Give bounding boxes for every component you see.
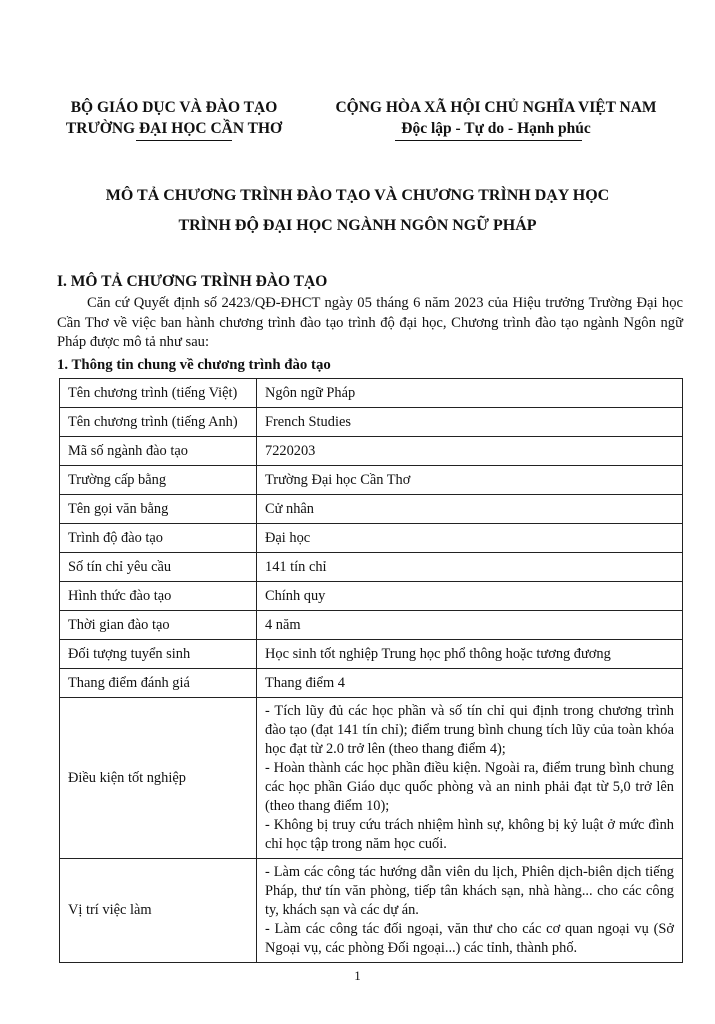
ministry-header [58,97,290,139]
table-row [60,553,683,582]
row-label: Số tín chỉ yêu cầu [60,553,257,582]
row-label: Thời gian đào tạo [60,611,257,640]
row-label: Tên chương trình (tiếng Anh) [60,408,257,437]
row-value-list [257,859,683,963]
row-value: 7220203 [257,437,683,466]
row-value: Ngôn ngữ Pháp [257,379,683,408]
list-item: - Làm các công tác đối ngoại, văn thư cho các cơ quan ngoại vụ (Sở Ngoại vụ, các phòng Đối ngoại...) các tỉnh, thành phố. [265,921,674,956]
table-row [60,582,683,611]
row-label: Trình độ đào tạo [60,524,257,553]
table-row [60,408,683,437]
row-value: 4 năm [257,611,683,640]
row-value-list [257,698,683,859]
row-label: Vị trí việc làm [60,859,257,963]
list-item: - Hoàn thành các học phần điều kiện. Ngoài ra, điểm trung bình chung các học phần Giáo dục quốc phòng và an ninh phải đạt từ 5,0 trở lên (theo thang điểm 10); [265,760,674,814]
section-heading: I. MÔ TẢ CHƯƠNG TRÌNH ĐÀO TẠO [57,273,328,290]
university-name: TRƯỜNG ĐẠI HỌC CẦN THƠ [65,120,283,137]
intro-paragraph: Căn cứ Quyết định số 2423/QĐ-ĐHCT ngày 05 tháng 6 năm 2023 của Hiệu trưởng Trường Đại học Cần Thơ về việc ban hành chương trình đào tạo trình độ đại học, Chương trình đào tạo ngành Ngôn ngữ Pháp được mô tả như sau: [57,295,683,350]
list-item: - Không bị truy cứu trách nhiệm hình sự, không bị kỷ luật ở mức đình chỉ học tập trong năm học cuối. [265,817,674,852]
table-row [60,640,683,669]
table-row-graduation [60,698,683,859]
table-row [60,611,683,640]
list-item: - Làm các công tác hướng dẫn viên du lịch, Phiên dịch-biên dịch tiếng Pháp, thư tín văn phòng, tiếp tân khách sạn, nhà hàng... cho các công ty, khách sạn và các dự án. [265,864,674,918]
ministry-name: BỘ GIÁO DỤC VÀ ĐÀO TẠO [70,99,278,116]
row-value: Học sinh tốt nghiệp Trung học phổ thông hoặc tương đương [257,640,683,669]
national-name: CỘNG HÒA XÃ HỘI CHỦ NGHĨA VIỆT NAM [335,99,657,116]
national-motto: Độc lập - Tự do - Hạnh phúc [401,120,591,137]
document-title-line1: MÔ TẢ CHƯƠNG TRÌNH ĐÀO TẠO VÀ CHƯƠNG TRÌNH DẠY HỌC [105,187,610,204]
table-row [60,466,683,495]
row-label: Điều kiện tốt nghiệp [60,698,257,859]
row-value: 141 tín chỉ [257,553,683,582]
subsection-heading: 1. Thông tin chung về chương trình đào tạo [57,357,331,373]
row-value: Đại học [257,524,683,553]
table-row [60,437,683,466]
program-info-table [59,378,683,963]
document-title-line2: TRÌNH ĐỘ ĐẠI HỌC NGÀNH NGÔN NGỮ PHÁP [178,217,537,234]
table-row [60,669,683,698]
motto-underline [395,140,582,141]
row-value: Trường Đại học Cần Thơ [257,466,683,495]
list-item: - Tích lũy đủ các học phần và số tín chỉ qui định trong chương trình đào tạo (đạt 141 tín chỉ); điểm trung bình chung tích lũy của toàn khóa học đạt từ 2.0 trở lên (theo thang điểm 4); [265,703,674,757]
row-label: Đối tượng tuyển sinh [60,640,257,669]
row-label: Tên chương trình (tiếng Việt) [60,379,257,408]
row-label: Thang điểm đánh giá [60,669,257,698]
row-value: French Studies [257,408,683,437]
table-row [60,495,683,524]
table-row [60,524,683,553]
page-number: 1 [354,968,361,983]
table-row-jobs [60,859,683,963]
row-label: Tên gọi văn bằng [60,495,257,524]
national-header [310,97,682,139]
table-row [60,379,683,408]
row-label: Mã số ngành đào tạo [60,437,257,466]
ministry-underline [136,140,232,141]
row-value: Chính quy [257,582,683,611]
row-value: Cử nhân [257,495,683,524]
row-label: Hình thức đào tạo [60,582,257,611]
row-value: Thang điểm 4 [257,669,683,698]
row-label: Trường cấp bằng [60,466,257,495]
